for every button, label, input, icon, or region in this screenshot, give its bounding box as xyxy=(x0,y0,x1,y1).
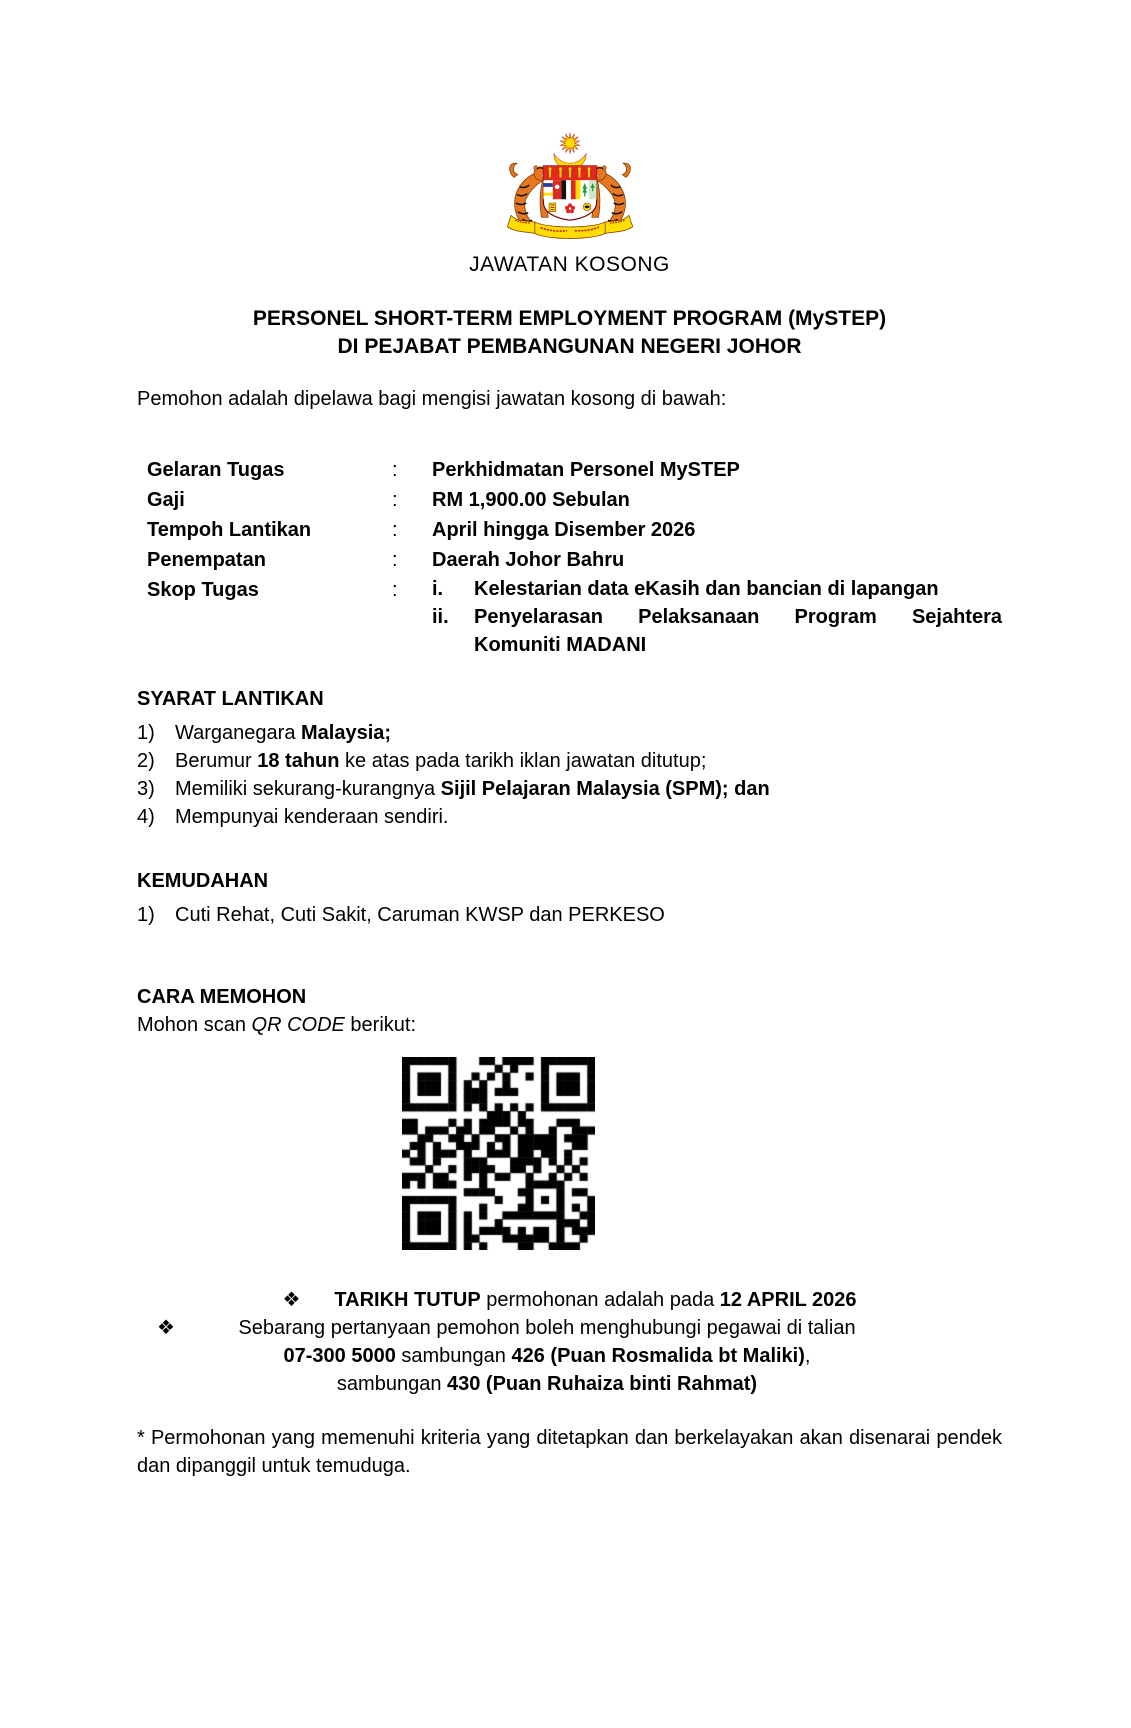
qr-code xyxy=(402,1057,595,1250)
closing-line-tarikh-tutup xyxy=(137,1286,1002,1314)
section-heading-syarat-lantikan: SYARAT LANTIKAN xyxy=(137,688,324,710)
tarikh-tutup-text: TARIKH TUTUP permohonan adalah pada 12 APRIL 2026 xyxy=(334,1289,857,1311)
list-item xyxy=(137,901,1002,929)
contact-line-2: 07-300 5000 sambungan 426 (Puan Rosmalida bt Maliki), xyxy=(283,1345,811,1367)
skop-item-text: Penyelarasan Pelaksanaan Program Sejahtera Komuniti MADANI xyxy=(474,606,1002,656)
title-line-1: PERSONEL SHORT-TERM EMPLOYMENT PROGRAM (MySTEP) xyxy=(252,307,887,330)
detail-label: Penempatan xyxy=(147,549,266,571)
list-item xyxy=(432,603,1002,659)
item-number: 1) xyxy=(137,904,155,926)
crest-svg xyxy=(495,128,645,242)
item-number: 4) xyxy=(137,806,155,828)
detail-colon: : xyxy=(392,549,398,571)
table-row xyxy=(147,485,1002,515)
item-number: 3) xyxy=(137,778,155,800)
item-number: 1) xyxy=(137,722,155,744)
detail-colon: : xyxy=(392,519,398,541)
detail-value: RM 1,900.00 Sebulan xyxy=(432,489,630,511)
syarat-list xyxy=(137,719,1002,831)
list-item xyxy=(137,803,1002,831)
job-details-table xyxy=(137,455,1002,659)
diamond-bullet-icon: ❖ xyxy=(282,1289,301,1311)
title-line-2: DI PEJABAT PEMBANGUNAN NEGERI JOHOR xyxy=(337,335,802,358)
detail-colon: : xyxy=(392,489,398,511)
intro-text: Pemohon adalah dipelawa bagi mengisi jawatan kosong di bawah: xyxy=(137,388,727,410)
item-number: 2) xyxy=(137,750,155,772)
closing-notes xyxy=(137,1286,1002,1398)
roman-numeral: ii. xyxy=(432,606,449,628)
detail-label: Gelaran Tugas xyxy=(147,459,285,481)
footnote-text: * Permohonan yang memenuhi kriteria yang ditetapkan dan berkelayakan akan disenarai pendek dan dipanggil untuk temuduga. xyxy=(137,1427,1002,1477)
list-item xyxy=(137,719,1002,747)
table-row xyxy=(147,455,1002,485)
document-page xyxy=(0,128,1131,1480)
item-text: Mempunyai kenderaan sendiri. xyxy=(175,806,449,828)
document-title xyxy=(137,305,1002,361)
item-text: Warganegara Malaysia; xyxy=(175,722,392,744)
section-heading-cara-memohon: CARA MEMOHON xyxy=(137,986,307,1008)
detail-colon: : xyxy=(392,459,398,481)
section-heading-kemudahan: KEMUDAHAN xyxy=(137,870,269,892)
detail-value: April hingga Disember 2026 xyxy=(432,519,696,541)
contact-line-1: Sebarang pertanyaan pemohon boleh menghubungi pegawai di talian xyxy=(238,1317,856,1339)
roman-numeral: i. xyxy=(432,578,444,600)
list-item xyxy=(137,747,1002,775)
list-item xyxy=(432,575,1002,603)
table-row xyxy=(147,545,1002,575)
detail-colon: : xyxy=(392,579,398,601)
table-row xyxy=(147,515,1002,545)
list-item xyxy=(137,775,1002,803)
detail-value: Perkhidmatan Personel MySTEP xyxy=(432,459,740,481)
shield-icon xyxy=(543,166,596,220)
kemudahan-list xyxy=(137,901,1002,929)
closing-contact-block xyxy=(137,1314,957,1398)
diamond-bullet-icon: ❖ xyxy=(157,1317,175,1339)
detail-label: Tempoh Lantikan xyxy=(147,519,312,541)
document-heading: JAWATAN KOSONG xyxy=(469,253,670,276)
detail-label: Gaji xyxy=(147,489,185,511)
detail-value: Daerah Johor Bahru xyxy=(432,549,625,571)
item-text: Cuti Rehat, Cuti Sakit, Caruman KWSP dan PERKESO xyxy=(175,904,665,926)
contact-line-3: sambungan 430 (Puan Ruhaiza binti Rahmat) xyxy=(336,1373,758,1395)
table-row-skop-tugas xyxy=(147,575,1002,659)
item-text: Memiliki sekurang-kurangnya Sijil Pelajaran Malaysia (SPM); dan xyxy=(175,778,770,800)
detail-label: Skop Tugas xyxy=(147,579,259,601)
federal-star-icon xyxy=(559,133,579,154)
skop-tugas-list xyxy=(432,575,1002,659)
skop-item-text: Kelestarian data eKasih dan bancian di lapangan xyxy=(474,578,939,600)
malaysia-coat-of-arms-icon xyxy=(495,128,645,242)
qr-code-container xyxy=(402,1057,595,1250)
cara-memohon-text: Mohon scan QR CODE berikut: xyxy=(137,1014,417,1036)
item-text: Berumur 18 tahun ke atas pada tarikh iklan jawatan ditutup; xyxy=(175,750,707,772)
